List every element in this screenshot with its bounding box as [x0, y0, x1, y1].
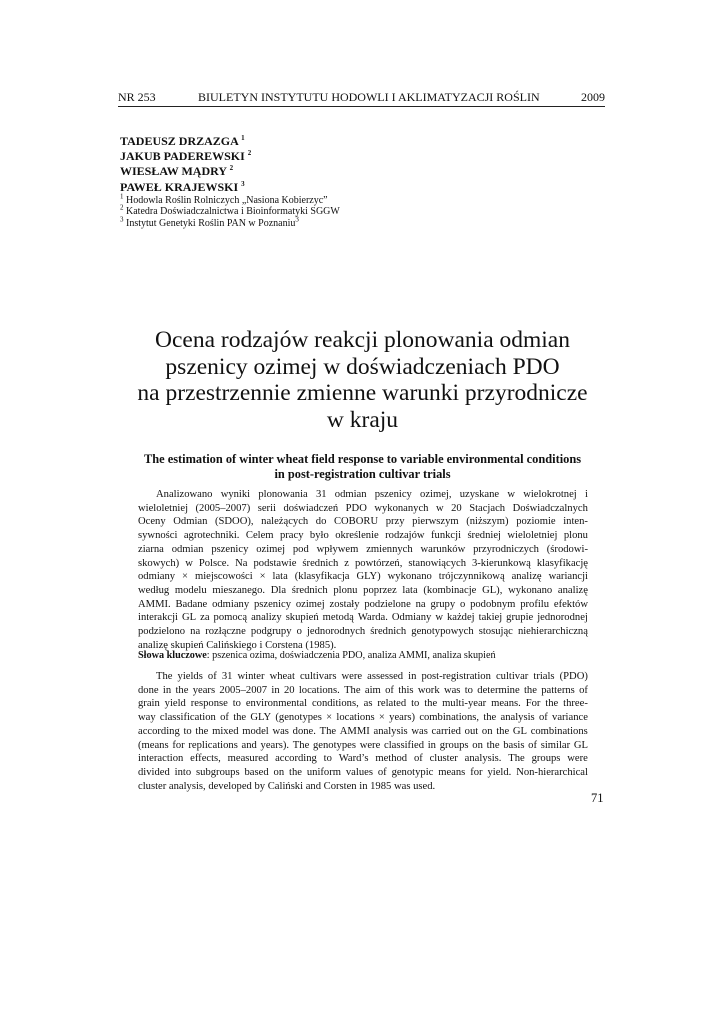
keywords-label: Słowa kluczowe	[138, 650, 207, 661]
title-line: w kraju	[326, 406, 399, 433]
keywords	[138, 649, 588, 662]
abstract-line: wieloletniej (2005–2007) serii doświadczeń PDO wykonanych w 20 Stacjach Doświadczalnych	[138, 502, 588, 514]
abstract-line: The yields of 31 winter wheat cultivars were assessed in post-registration cultivar trials (PDO)	[156, 671, 588, 682]
title-line: Ocena rodzajów reakcji plonowania odmian	[154, 327, 570, 353]
abstract-line: skowych) w Polsce. Na podstawie średnich z powtórzeń, stanowiących 3-kierunkową klasyfikację	[138, 557, 588, 569]
issue-number: NR 253	[118, 90, 156, 104]
abstract-line: interakcji GL za pomocą analizy skupień metodą Warda. Odmiany w każdej takiej grupie jednorodnej	[138, 612, 588, 624]
abstract-line: grain yield response to environmental conditions, as related to the multi-year means. For the three-	[138, 698, 588, 710]
abstract-line: done in the years 2005–2007 in 20 locations. The aim of this work was to determine the patterns of	[138, 684, 588, 696]
author-name: JAKUB PADEREWSKI $^2$	[120, 149, 252, 164]
abstract-line: podzielono na rozłączne podgrupy o jednorodnych średnich genotypowych stosując niehierarchiczną	[138, 626, 588, 638]
abstract-line: odmiany × miejscowości × lata (klasyfikacja GLY) wykonano trójczynnikową analizę wariancji	[138, 571, 588, 583]
title-line: The estimation of winter wheat field response to variable environmental conditions	[143, 452, 582, 466]
title-line: na przestrzennie zmienne warunki przyrodnicze	[137, 380, 588, 406]
title-polish	[120, 327, 605, 433]
abstract-line: interaction effects, measured according to Ward’s method of cluster analysis. The groups were	[138, 753, 588, 765]
abstract-line: sywności agrotechniki. Celem pracy było określenie rodzajów funkcji średniej wieloletniej plonu	[138, 530, 588, 542]
affiliation: $^3$ Instytut Genetyki Roślin PAN w Poznaniu$^3$	[120, 215, 299, 229]
abstract-line: Oceny Odmian (SDOO), należących do COBORU przy pierwszym (niższym) poziomie inten-	[138, 516, 588, 528]
title-line: pszenicy ozimej w doświadczeniach PDO	[165, 353, 560, 380]
affiliation: $^2$ Katedra Doświadczalnictwa i Bioinformatyki SGGW	[120, 203, 340, 218]
author-block	[120, 134, 420, 229]
abstract-line: według modelu mieszanego. Dla średnich plonu poprzez lata (kombinacje GL), wykonano analizę	[138, 584, 588, 596]
abstract-line: way classification of the GLY (genotypes × locations × years) combinations, the analysis of variance	[138, 712, 588, 724]
abstract-line: according to the mixed model was done. The AMMI analysis was carried out on the GL combinations	[138, 725, 588, 737]
title-english	[120, 452, 605, 482]
author-name: TADEUSZ DRZAZGA $^1$	[120, 134, 245, 148]
keywords-text: : pszenica ozima, doświadczenia PDO, analiza AMMI, analiza skupień	[206, 650, 496, 661]
abstract-line: AMMI. Badane odmiany pszenicy ozimej zostały podzielone na grupy o podobnym profilu efektów	[138, 598, 588, 610]
title-line: in post-registration cultivar trials	[274, 467, 451, 481]
running-header	[118, 90, 605, 107]
journal-title: BIULETYN INSTYTUTU HODOWLI I AKLIMATYZACJI ROŚLIN	[198, 90, 540, 104]
abstract-line: (means for replications and years). The genotypes were classified in groups on the basis of similar GL	[138, 739, 588, 751]
publication-year: 2009	[581, 90, 605, 104]
author-name: WIESŁAW MĄDRY $^2$	[120, 164, 234, 179]
abstract-english	[138, 670, 588, 793]
abstract-line: divided into subgroups based on the uniform values of genotypic means for yield. Non-hierarchical	[138, 766, 588, 778]
page-number: 71	[591, 791, 604, 805]
abstract-line: cluster analysis, developed by Caliński and Corsten in 1985 was used.	[138, 780, 436, 792]
affiliation: $^1$ Hodowla Roślin Rolniczych „Nasiona Kobierzyc”	[120, 192, 328, 206]
author-name: PAWEŁ KRAJEWSKI $^3$	[120, 179, 245, 194]
abstract-line: analizę skupień Calińskiego i Corstena (1985).	[138, 639, 337, 651]
abstract-line: ziarna odmian pszenicy ozimej pod wpływem zmiennych warunków przyrodniczych (środowi-	[138, 543, 588, 555]
abstract-line: Analizowano wyniki plonowania 31 odmian pszenicy ozimej, uzyskane w wielokrotnej i	[156, 489, 588, 500]
abstract-polish	[138, 488, 588, 652]
